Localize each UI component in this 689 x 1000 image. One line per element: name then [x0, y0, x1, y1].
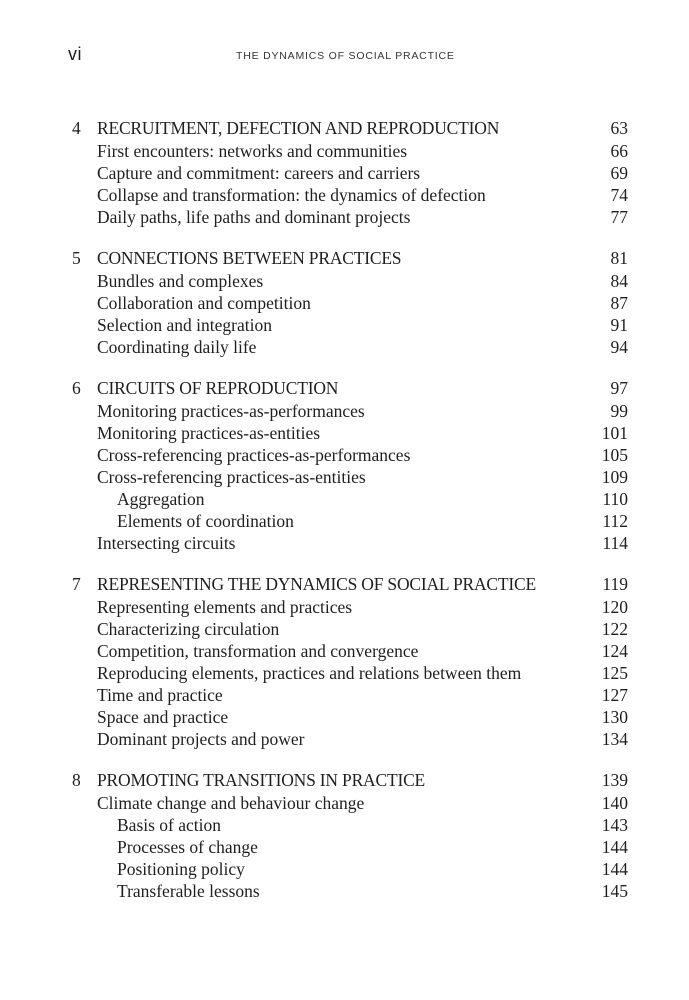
- section-page: 130: [601, 707, 628, 727]
- toc-section: [72, 314, 628, 336]
- section-title: Daily paths, life paths and dominant projects: [97, 207, 411, 227]
- chapter-heading: [72, 116, 628, 140]
- section-title: Cross-referencing practices-as-entities: [97, 467, 366, 487]
- toc-section: [72, 140, 628, 162]
- toc-section: [72, 422, 628, 444]
- chapter-title: CIRCUITS OF REPRODUCTION: [97, 378, 339, 398]
- section-title: Collaboration and competition: [97, 293, 311, 313]
- toc-section: [72, 206, 628, 228]
- section-title: Basis of action: [117, 815, 222, 835]
- chapter-number: 6: [72, 378, 81, 398]
- chapter-heading: [72, 768, 628, 792]
- section-page: 127: [601, 685, 628, 705]
- section-title: Space and practice: [97, 707, 229, 727]
- section-page: 84: [610, 271, 628, 291]
- section-title: Positioning policy: [117, 859, 245, 879]
- toc-section: [72, 292, 628, 314]
- section-page: 105: [601, 445, 628, 465]
- section-title: Bundles and complexes: [97, 271, 264, 291]
- toc-section: [72, 466, 628, 488]
- section-page: 120: [601, 597, 628, 617]
- toc-subsection: [72, 510, 628, 532]
- toc-section: [72, 400, 628, 422]
- toc-subsection: [72, 488, 628, 510]
- toc-section: [72, 684, 628, 706]
- section-page: 112: [602, 511, 628, 531]
- toc-subsection: [72, 814, 628, 836]
- toc-section: [72, 662, 628, 684]
- chapter-block: [72, 768, 628, 902]
- chapter-heading: [72, 572, 628, 596]
- section-page: 99: [610, 401, 628, 421]
- chapter-heading: [72, 376, 628, 400]
- chapter-title: RECRUITMENT, DEFECTION AND REPRODUCTION: [97, 118, 500, 138]
- section-title: Representing elements and practices: [97, 597, 353, 617]
- section-page: 87: [610, 293, 628, 313]
- section-page: 122: [601, 619, 628, 639]
- section-page: 110: [602, 489, 628, 509]
- toc-section: [72, 618, 628, 640]
- chapter-page: 97: [610, 378, 628, 398]
- chapter-block: [72, 116, 628, 228]
- section-title: Coordinating daily life: [97, 337, 257, 357]
- section-page: 114: [602, 533, 628, 553]
- toc-section: [72, 444, 628, 466]
- toc-section: [72, 728, 628, 750]
- section-title: Capture and commitment: careers and carriers: [97, 163, 421, 183]
- running-head: THE DYNAMICS OF SOCIAL PRACTICE: [236, 50, 455, 62]
- section-title: First encounters: networks and communities: [97, 141, 408, 161]
- section-page: 124: [601, 641, 628, 661]
- page-header: [68, 44, 653, 68]
- section-title: Characterizing circulation: [97, 619, 280, 639]
- section-title: Monitoring practices-as-entities: [97, 423, 321, 443]
- section-title: Time and practice: [97, 685, 223, 705]
- section-title: Reproducing elements, practices and relations between them: [97, 663, 522, 683]
- section-title: Aggregation: [117, 489, 205, 509]
- chapter-number: 7: [72, 574, 81, 594]
- chapter-page: 119: [602, 574, 628, 594]
- chapter-heading: [72, 246, 628, 270]
- section-page: 134: [601, 729, 628, 749]
- section-page: 140: [601, 793, 628, 813]
- section-title: Selection and integration: [97, 315, 272, 335]
- section-page: 91: [610, 315, 628, 335]
- section-page: 69: [610, 163, 628, 183]
- table-of-contents: [72, 116, 628, 920]
- section-title: Climate change and behaviour change: [97, 793, 365, 813]
- section-page: 125: [601, 663, 628, 683]
- toc-section: [72, 640, 628, 662]
- chapter-number: 5: [72, 248, 81, 268]
- page-number: vi: [68, 44, 82, 64]
- section-page: 94: [610, 337, 628, 357]
- toc-subsection: [72, 880, 628, 902]
- section-title: Transferable lessons: [117, 881, 260, 901]
- chapter-block: [72, 572, 628, 750]
- section-title: Monitoring practices-as-performances: [97, 401, 365, 421]
- toc-section: [72, 532, 628, 554]
- chapter-page: 81: [610, 248, 628, 268]
- section-title: Elements of coordination: [117, 511, 294, 531]
- section-title: Collapse and transformation: the dynamics of defection: [97, 185, 486, 205]
- chapter-page: 139: [601, 770, 628, 790]
- section-page: 74: [610, 185, 628, 205]
- section-page: 109: [601, 467, 628, 487]
- section-page: 144: [601, 837, 628, 857]
- toc-subsection: [72, 858, 628, 880]
- section-page: 77: [610, 207, 628, 227]
- section-title: Intersecting circuits: [97, 533, 236, 553]
- section-page: 143: [601, 815, 628, 835]
- toc-section: [72, 596, 628, 618]
- chapter-block: [72, 246, 628, 358]
- toc-section: [72, 706, 628, 728]
- section-page: 144: [601, 859, 628, 879]
- toc-section: [72, 792, 628, 814]
- section-page: 66: [610, 141, 628, 161]
- toc-section: [72, 336, 628, 358]
- chapter-number: 8: [72, 770, 81, 790]
- section-title: Processes of change: [117, 837, 258, 857]
- toc-subsection: [72, 836, 628, 858]
- section-page: 145: [601, 881, 628, 901]
- section-title: Competition, transformation and convergence: [97, 641, 419, 661]
- chapter-number: 4: [72, 118, 81, 138]
- chapter-title: CONNECTIONS BETWEEN PRACTICES: [97, 248, 402, 268]
- chapter-title: PROMOTING TRANSITIONS IN PRACTICE: [97, 770, 426, 790]
- chapter-block: [72, 376, 628, 554]
- section-title: Cross-referencing practices-as-performances: [97, 445, 411, 465]
- toc-section: [72, 184, 628, 206]
- chapter-page: 63: [610, 118, 628, 138]
- section-page: 101: [601, 423, 628, 443]
- section-title: Dominant projects and power: [97, 729, 305, 749]
- toc-section: [72, 270, 628, 292]
- toc-section: [72, 162, 628, 184]
- chapter-title: REPRESENTING THE DYNAMICS OF SOCIAL PRACTICE: [97, 574, 536, 594]
